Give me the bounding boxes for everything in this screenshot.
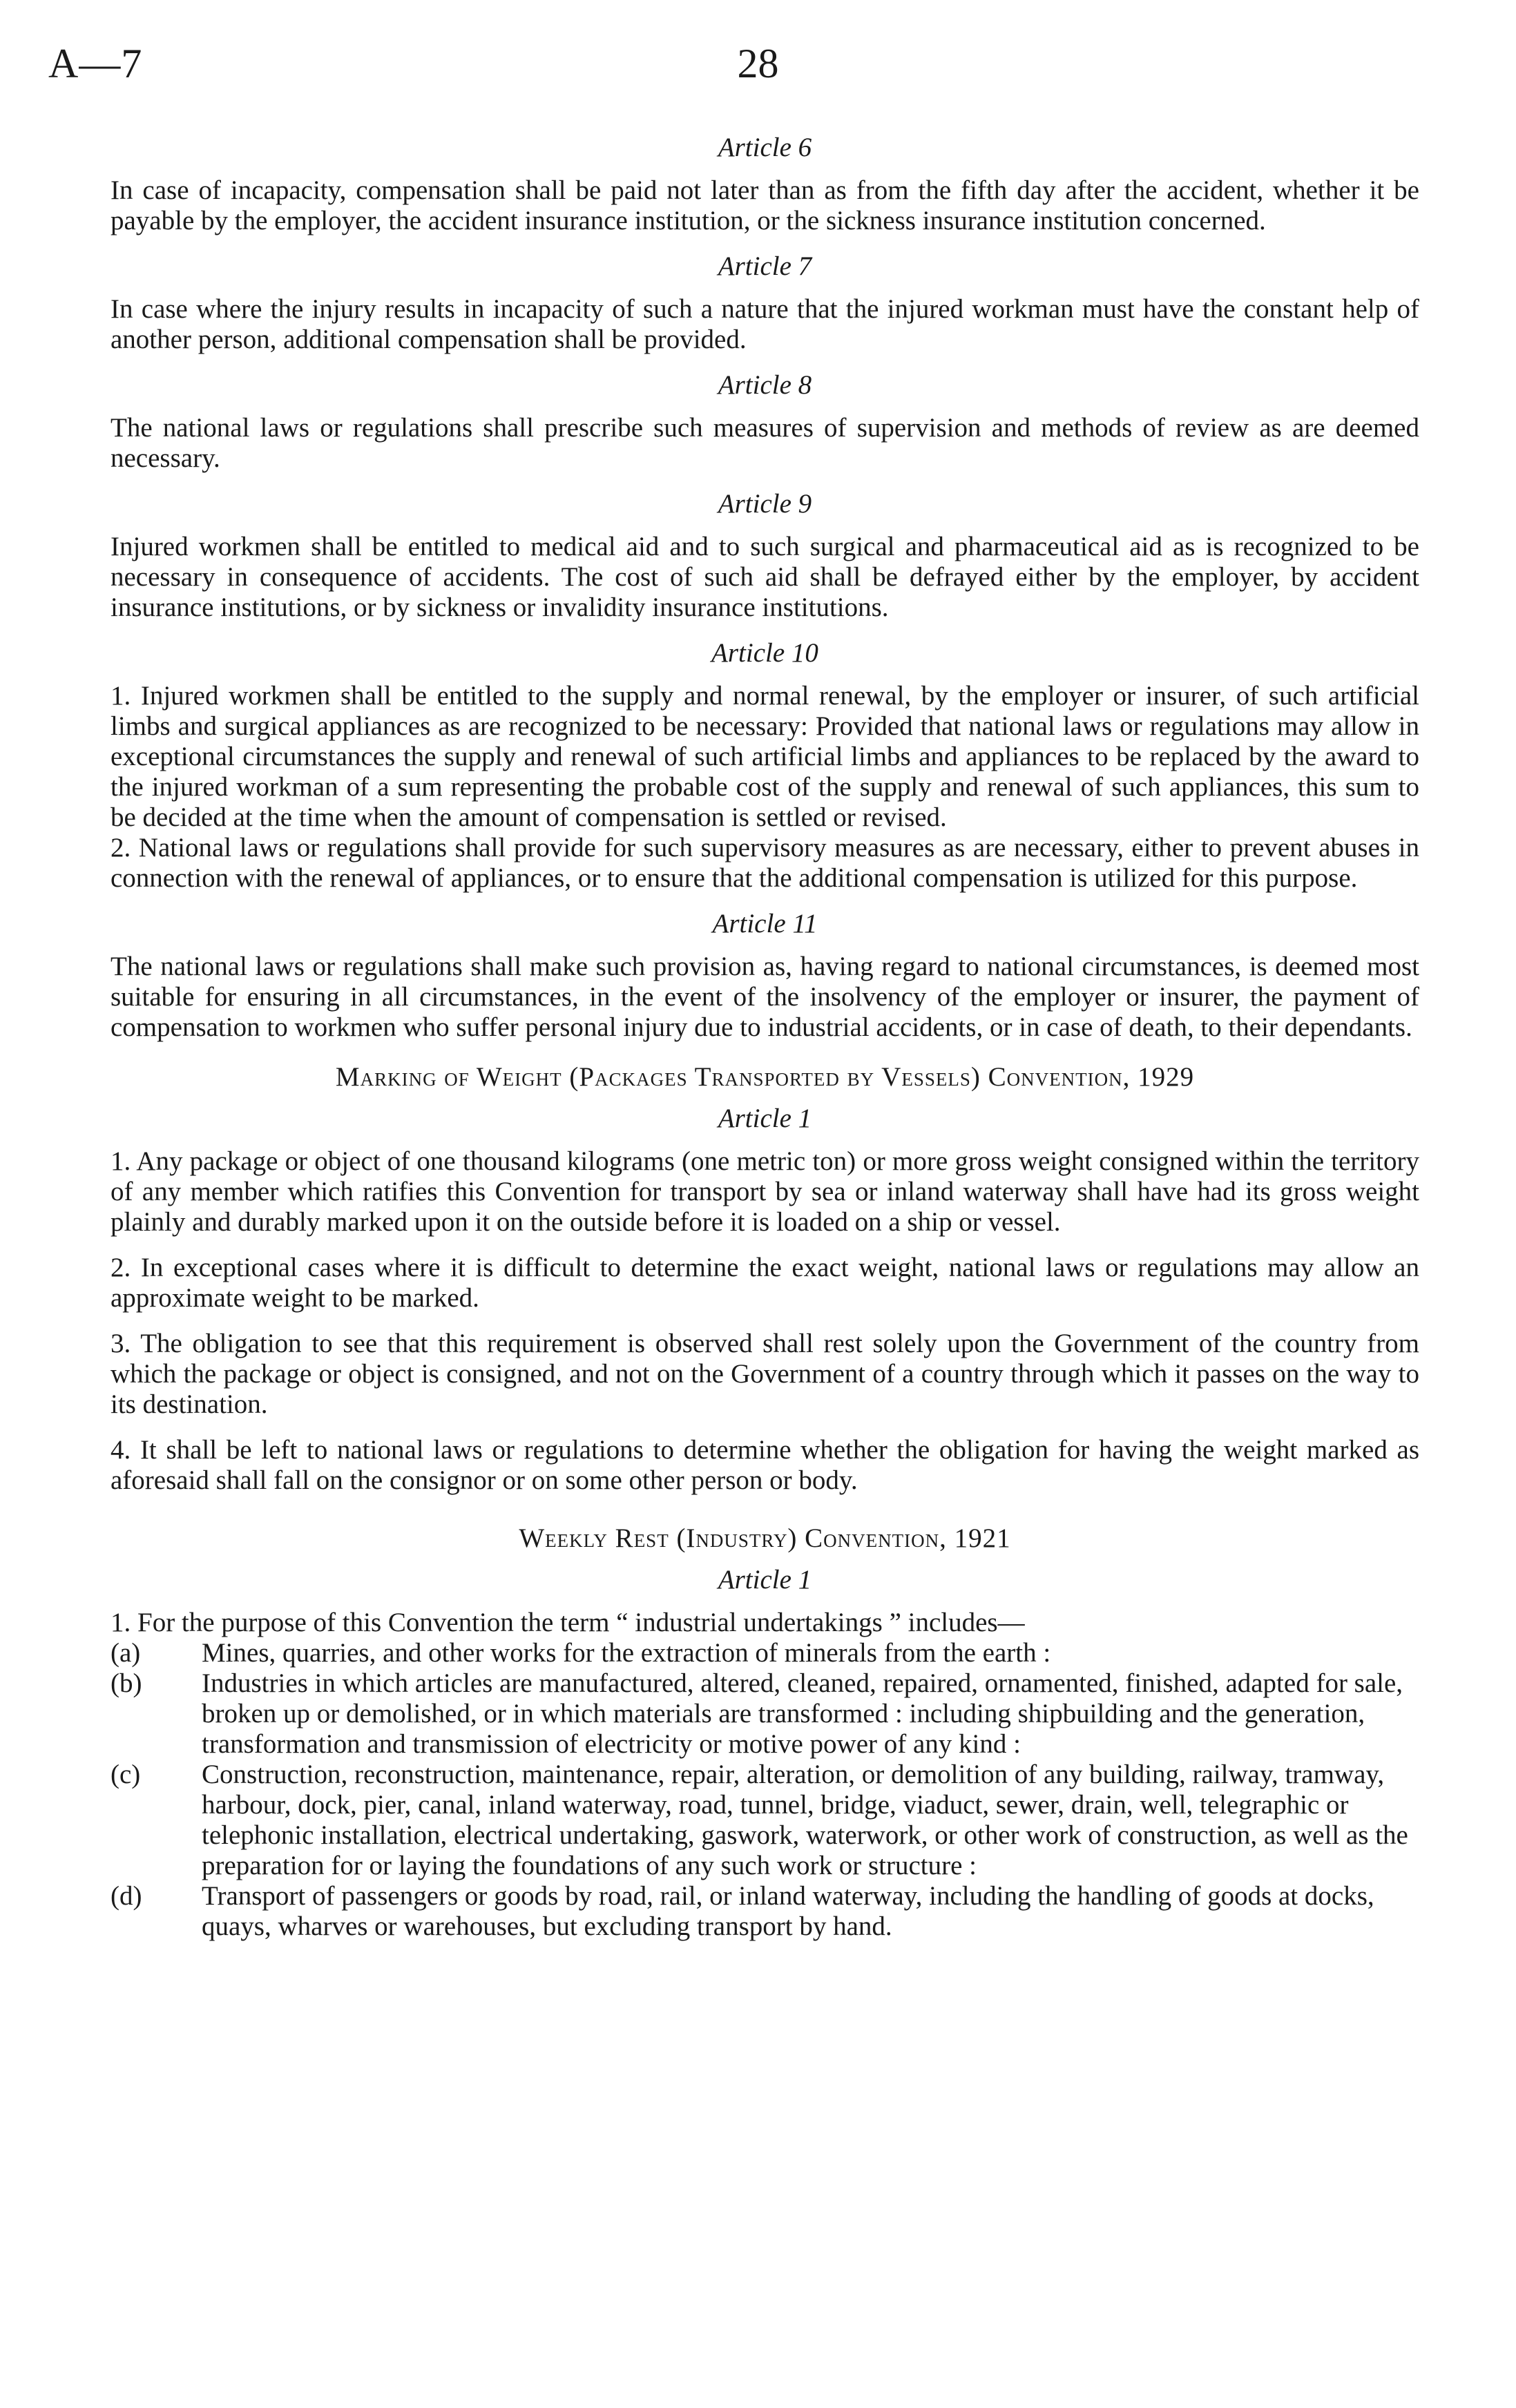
list-item-text: Industries in which articles are manufactured, altered, cleaned, repaired, ornamented, finished, adapted for sale, broken up or demolished, or in which materials are transformed : including shipbuilding and the generation, transformation and transmission of electricity or motive power of any kind : bbox=[202, 1668, 1403, 1759]
article-10-title: Article 10 bbox=[711, 638, 818, 668]
convention-rest-intro: 1. For the purpose of this Convention the term “ industrial undertakings ” includes— bbox=[111, 1608, 1025, 1637]
article-7-text: In case where the injury results in incapacity of such a nature that the injured workman must have the constant help of another person, additional compensation shall be provided. bbox=[111, 294, 1419, 354]
list-item bbox=[111, 1760, 1419, 1881]
convention-weight-article-1-title: Article 1 bbox=[718, 1104, 812, 1133]
convention-weight-paragraph-2: 2. In exceptional cases where it is difficult to determine the exact weight, national laws or regulations may allow an approximate weight to be marked. bbox=[111, 1253, 1419, 1313]
convention-weight-title: Marking of Weight (Packages Transported by Vessels) Convention, 1929 bbox=[335, 1062, 1195, 1092]
list-item-label: (b) bbox=[111, 1668, 142, 1698]
list-item-label: (d) bbox=[111, 1881, 142, 1911]
convention-weight-paragraph-1: 1. Any package or object of one thousand kilograms (one metric ton) or more gross weight consigned within the territory of any member which ratifies this Convention for transport by sea or inland waterway shall have had its gross weight plainly and durably marked upon it on the outside before it is loaded on a ship or vessel. bbox=[111, 1146, 1419, 1237]
article-8-text: The national laws or regulations shall prescribe such measures of supervision and methods of review as are deemed necessary. bbox=[111, 413, 1419, 473]
convention-rest-title: Weekly Rest (Industry) Convention, 1921 bbox=[519, 1523, 1011, 1553]
document-body bbox=[111, 133, 1419, 1942]
list-item bbox=[111, 1668, 1419, 1760]
article-6-text: In case of incapacity, compensation shall be paid not later than as from the fifth day after the accident, whether it be payable by the employer, the accident insurance institution, or the sickness insurance institution concerned. bbox=[111, 175, 1419, 235]
list-item bbox=[111, 1881, 1419, 1942]
article-10-paragraph-1: 1. Injured workmen shall be entitled to the supply and normal renewal, by the employer or insurer, of such artificial limbs and surgical appliances as are recognized to be necessary: Provided that national laws or regulations may allow in exceptional circumstances the supply and renewal of such artificial limbs and appliances to be replaced by the award to the injured workman of a sum representing the probable cost of the supply and renewal of such appliances, this sum to be decided at the time when the amount of compensation is settled or revised. bbox=[111, 681, 1419, 832]
list-item-text: Transport of passengers or goods by road, rail, or inland waterway, including the handling of goods at docks, quays, wharves or warehouses, but excluding transport by hand. bbox=[202, 1881, 1374, 1941]
article-7-title: Article 7 bbox=[718, 251, 812, 281]
page-number: 28 bbox=[737, 41, 779, 86]
convention-weight-paragraph-4: 4. It shall be left to national laws or regulations to determine whether the obligation for having the weight marked as aforesaid shall fall on the consignor or on some other person or body. bbox=[111, 1435, 1419, 1495]
document-code: A—7 bbox=[48, 41, 143, 86]
list-item-text: Construction, reconstruction, maintenance, repair, alteration, or demolition of any building, railway, tramway, harbour, dock, pier, canal, inland waterway, road, tunnel, bridge, viaduct, sewer, drain, well, telegraphic or telephonic installation, electrical undertaking, gaswork, waterwork, or other work of construction, as well as the preparation for or laying the foundations of any such work or structure : bbox=[202, 1760, 1408, 1880]
article-10-paragraph-2: 2. National laws or regulations shall provide for such supervisory measures as are necessary, either to prevent abuses in connection with the renewal of appliances, or to ensure that the additional compensation is utilized for this purpose. bbox=[111, 833, 1419, 893]
list-item-label: (a) bbox=[111, 1638, 141, 1668]
article-11-text: The national laws or regulations shall make such provision as, having regard to national circumstances, is deemed most suitable for ensuring in all circumstances, in the event of the insolvency of the employer or insurer, the payment of compensation to workmen who suffer personal injury due to industrial accidents, or in case of death, to their dependants. bbox=[111, 952, 1419, 1042]
article-11-title: Article 11 bbox=[712, 909, 818, 938]
article-8-title: Article 8 bbox=[718, 370, 812, 400]
article-6-title: Article 6 bbox=[718, 133, 812, 162]
list-item-text: Mines, quarries, and other works for the extraction of minerals from the earth : bbox=[202, 1638, 1051, 1668]
list-item bbox=[111, 1638, 1419, 1668]
list-item-label: (c) bbox=[111, 1760, 141, 1789]
convention-weight-paragraph-3: 3. The obligation to see that this requirement is observed shall rest solely upon the Government of the country from which the package or object is consigned, and not on the Government of a country through which it passes on the way to its destination. bbox=[111, 1329, 1419, 1419]
article-9-text: Injured workmen shall be entitled to medical aid and to such surgical and pharmaceutical aid as is recognized to be necessary in consequence of accidents. The cost of such aid shall be defrayed either by the employer, by accident insurance institutions, or by sickness or invalidity insurance institutions. bbox=[111, 532, 1419, 622]
article-9-title: Article 9 bbox=[718, 489, 812, 519]
convention-rest-article-1-title: Article 1 bbox=[718, 1565, 812, 1595]
